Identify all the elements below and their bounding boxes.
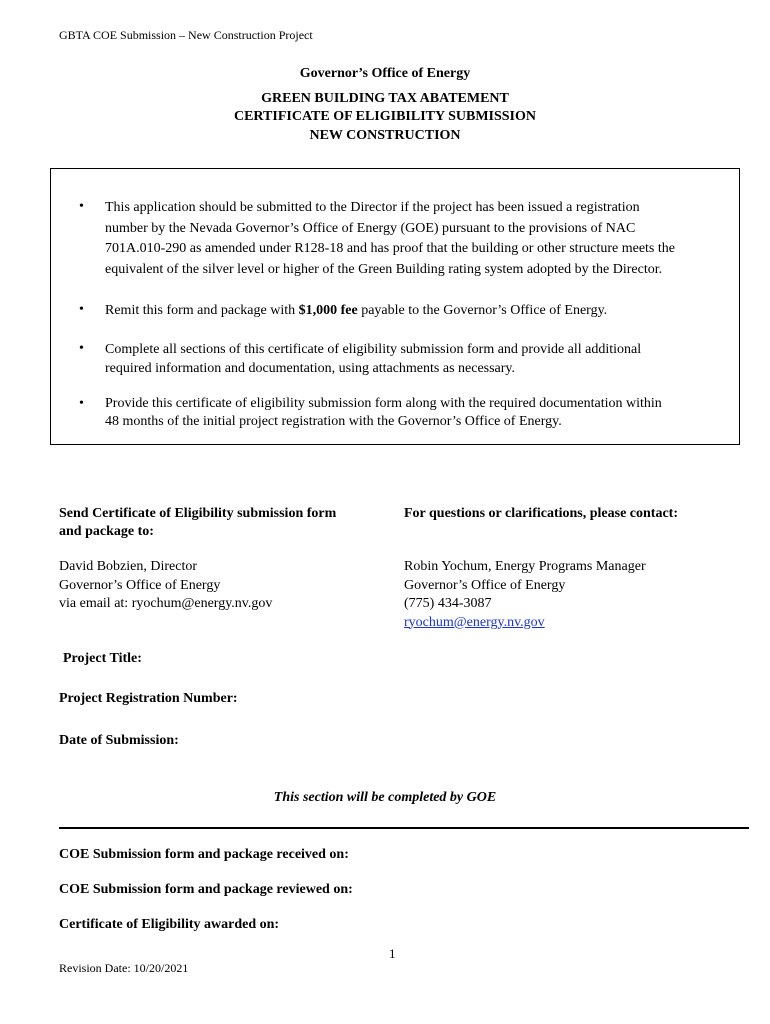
bullet-icon: •: [79, 199, 84, 214]
received-on-label: COE Submission form and package received on:: [59, 847, 349, 862]
instruction-line: number by the Nevada Governor’s Office of Energy (GOE) pursuant to the provisions of NAC: [105, 220, 636, 236]
contact-phone: (775) 434-3087: [404, 596, 492, 611]
instruction-line: 48 months of the initial project registration with the Governor’s Office of Energy.: [105, 414, 562, 429]
program-title: GREEN BUILDING TAX ABATEMENT: [261, 91, 509, 106]
bullet-icon: •: [79, 396, 84, 411]
send-to-heading: [59, 505, 336, 541]
contact-email-link[interactable]: ryochum@energy.nv.gov: [404, 614, 545, 630]
send-to-heading-line: Send Certificate of Eligibility submission form: [59, 506, 337, 521]
page-number: 1: [389, 946, 396, 961]
form-subtitle: NEW CONSTRUCTION: [309, 128, 461, 143]
instruction-item-3: [105, 340, 721, 378]
instruction-item-2: [105, 301, 721, 322]
instruction-text: Remit this form and package with: [105, 303, 299, 318]
running-header: GBTA COE Submission – New Construction Project: [59, 28, 313, 42]
awarded-on-label: Certificate of Eligibility awarded on:: [59, 917, 280, 932]
instruction-line: Complete all sections of this certificate of eligibility submission form and provide all additional: [105, 342, 642, 357]
instruction-line: equivalent of the silver level or higher of the Green Building rating system adopted by the Director.: [105, 261, 663, 277]
send-to-heading-line: and package to:: [59, 524, 154, 539]
instruction-line: 701A.010-290 as amended under R128-18 and has proof that the building or other structure meets the: [105, 241, 675, 256]
bullet-icon: •: [79, 302, 84, 317]
agency-title: Governor’s Office of Energy: [299, 66, 471, 81]
instruction-line: This application should be submitted to the Director if the project has been issued a registration: [105, 200, 640, 215]
submission-email: via email at: ryochum@energy.nv.gov: [59, 596, 273, 611]
instruction-item-1: [105, 198, 721, 280]
section-divider: [59, 827, 749, 829]
submission-date-label: Date of Submission:: [59, 733, 179, 748]
director-name: David Bobzien, Director: [59, 559, 198, 574]
bullet-icon: •: [79, 341, 84, 356]
project-title-label: Project Title:: [63, 651, 142, 666]
instruction-text: payable to the Governor’s Office of Energy.: [357, 303, 608, 318]
fee-amount: $1,000 fee: [298, 303, 358, 318]
reviewed-on-label: COE Submission form and package reviewed on:: [59, 882, 353, 897]
revision-date: Revision Date: 10/20/2021: [59, 961, 189, 975]
instruction-line: required information and documentation, using attachments as necessary.: [105, 361, 516, 376]
instruction-line: Provide this certificate of eligibility submission form along with the required documentation within: [105, 396, 662, 411]
contact-office: Governor’s Office of Energy: [404, 577, 566, 593]
contact-name: Robin Yochum, Energy Programs Manager: [404, 559, 646, 574]
form-title: CERTIFICATE OF ELIGIBILITY SUBMISSION: [233, 109, 536, 124]
instruction-item-4: [105, 395, 721, 431]
questions-heading: For questions or clarifications, please contact:: [404, 506, 679, 521]
questions-contact: [404, 558, 646, 632]
goe-section-note: This section will be completed by GOE: [273, 790, 497, 805]
send-to-contact: [59, 558, 272, 614]
director-office: Governor’s Office of Energy: [59, 577, 221, 593]
registration-number-label: Project Registration Number:: [59, 691, 238, 706]
